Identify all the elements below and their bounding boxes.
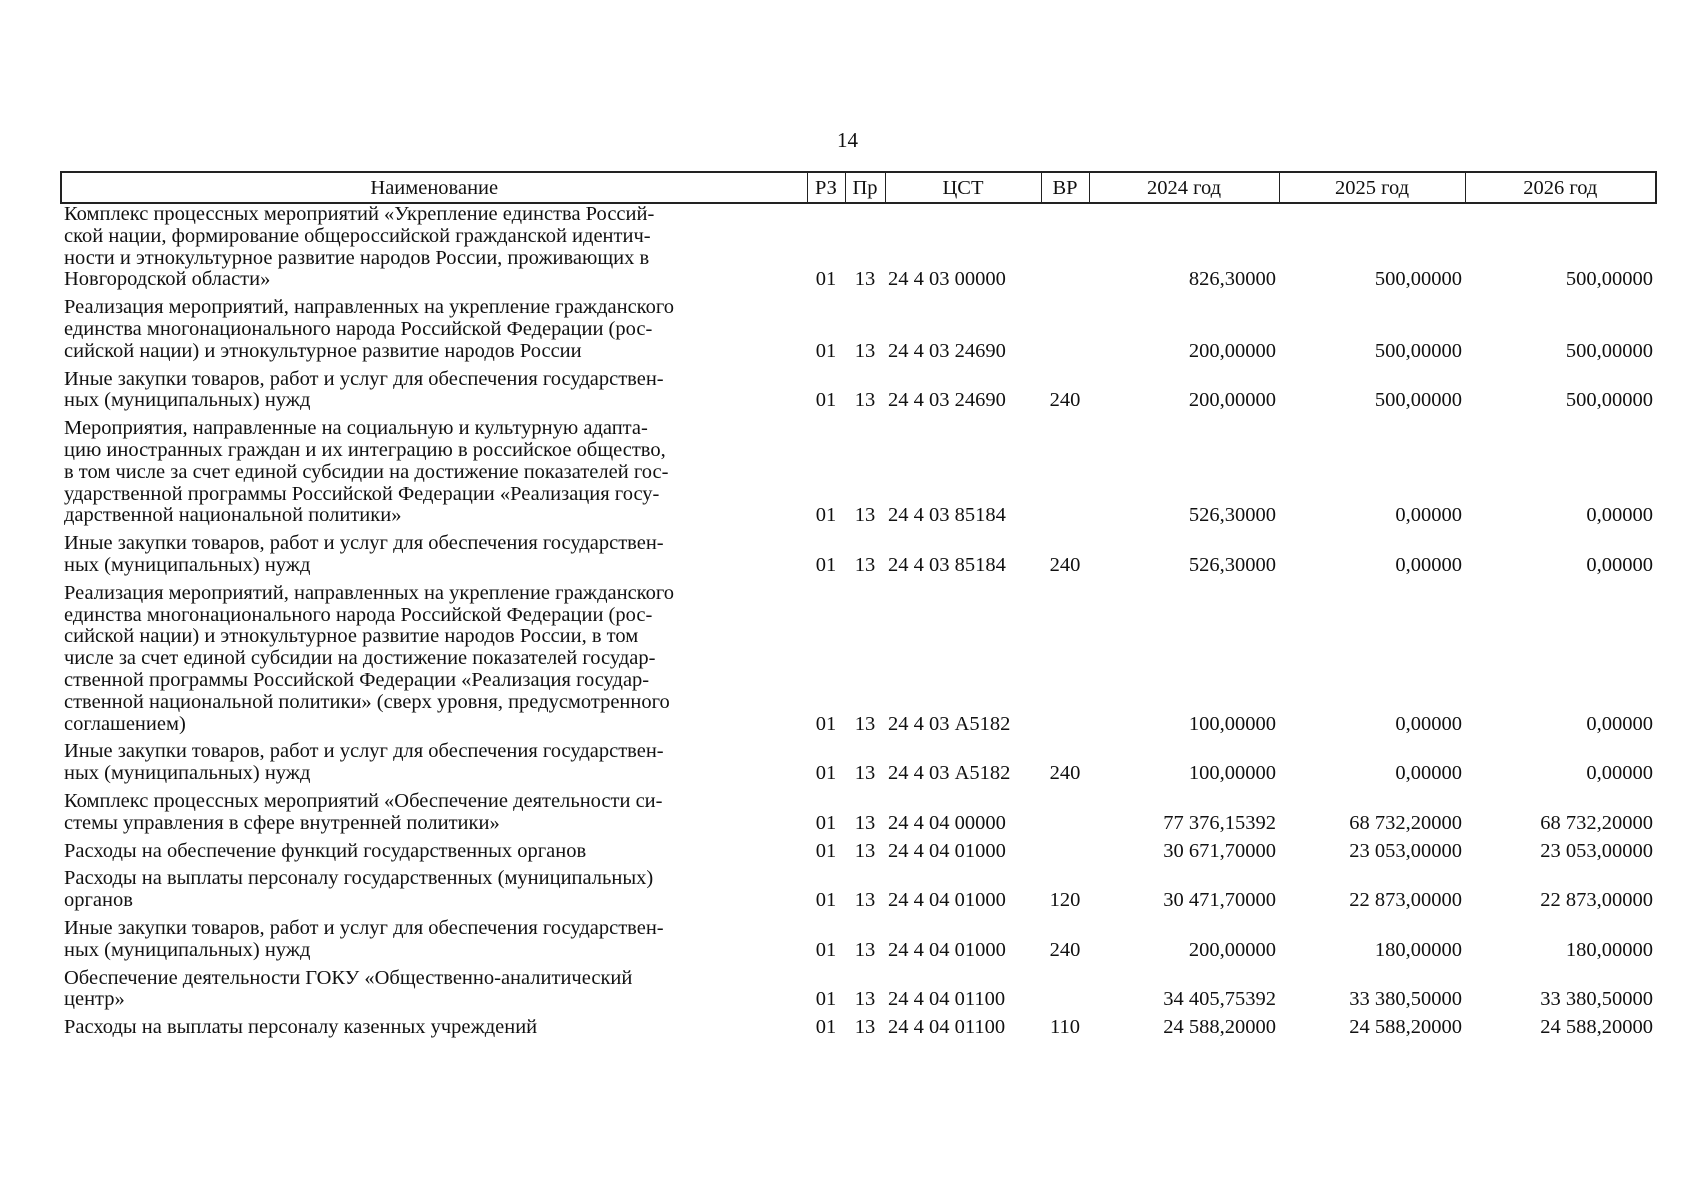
name-line: Обеспечение деятельности ГОКУ «Общественно-аналитический bbox=[64, 966, 633, 989]
cell-name bbox=[61, 741, 807, 791]
name-line: в том числе за счет единой субсидии на достижение показателей гос- bbox=[64, 460, 669, 483]
cell-pr: 13 bbox=[854, 889, 876, 912]
cell-cst: 24 4 04 01000 bbox=[888, 938, 1006, 961]
table-row bbox=[61, 841, 1656, 869]
cell-2025: 33 380,50000 bbox=[1349, 988, 1462, 1011]
cell-2025: 22 873,00000 bbox=[1349, 889, 1462, 912]
name-line: Расходы на выплаты персоналу казенных учреждений bbox=[64, 1016, 538, 1039]
cell-2024: 200,00000 bbox=[1188, 389, 1276, 412]
cell-2026: 0,00000 bbox=[1586, 553, 1653, 576]
cell-cst: 24 4 03 А5182 bbox=[888, 762, 1011, 785]
cell-cst: 24 4 03 24690 bbox=[888, 339, 1006, 362]
cell-name bbox=[61, 1017, 807, 1045]
page-number: 14 bbox=[837, 128, 858, 152]
cell-pr: 13 bbox=[854, 839, 876, 862]
cell-name bbox=[61, 418, 807, 533]
name-line: ных (муниципальных) нужд bbox=[64, 389, 311, 412]
cell-2026: 33 380,50000 bbox=[1540, 988, 1653, 1011]
name-line: числе за счет единой субсидии на достижение показателей государ- bbox=[64, 647, 656, 670]
name-line: Мероприятия, направленные на социальную и культурную адапта- bbox=[64, 417, 648, 440]
name-line: ской нации, формирование общероссийской гражданской идентич- bbox=[64, 224, 651, 247]
cell-name bbox=[61, 791, 807, 841]
cell-cst: 24 4 04 01000 bbox=[888, 839, 1006, 862]
header-2025: 2025 год bbox=[1279, 172, 1465, 203]
cell-vr bbox=[1041, 203, 1089, 297]
cell-2026: 500,00000 bbox=[1565, 268, 1653, 291]
cell-vr: 240 bbox=[1049, 762, 1081, 785]
cell-name bbox=[61, 533, 807, 583]
cell-2024: 24 588,20000 bbox=[1163, 1016, 1276, 1039]
cell-pr: 13 bbox=[854, 504, 876, 527]
name-line: Реализация мероприятий, направленных на укрепление гражданского bbox=[64, 581, 674, 604]
name-line: Расходы на обеспечение функций государственных органов bbox=[64, 839, 587, 862]
header-2024: 2024 год bbox=[1089, 172, 1279, 203]
table-row bbox=[61, 533, 1656, 583]
cell-cst: 24 4 03 24690 bbox=[888, 389, 1006, 412]
cell-2026: 23 053,00000 bbox=[1540, 839, 1653, 862]
header-name: Наименование bbox=[61, 172, 807, 203]
cell-2025: 500,00000 bbox=[1374, 389, 1462, 412]
name-line: ных (муниципальных) нужд bbox=[64, 938, 311, 961]
cell-2025: 0,00000 bbox=[1395, 762, 1462, 785]
header-rz: РЗ bbox=[807, 172, 845, 203]
cell-cst: 24 4 03 85184 bbox=[888, 504, 1006, 527]
cell-2024: 526,30000 bbox=[1188, 504, 1276, 527]
cell-pr: 13 bbox=[854, 762, 876, 785]
cell-cst: 24 4 04 01100 bbox=[888, 988, 1006, 1011]
table-row bbox=[61, 418, 1656, 533]
cell-2026: 22 873,00000 bbox=[1540, 889, 1653, 912]
cell-vr bbox=[1041, 968, 1089, 1018]
cell-vr bbox=[1041, 297, 1089, 368]
cell-rz: 01 bbox=[815, 839, 837, 862]
name-line: ных (муниципальных) нужд bbox=[64, 553, 311, 576]
name-line: единства многонационального народа Российской Федерации (рос- bbox=[64, 603, 653, 626]
cell-name bbox=[61, 583, 807, 742]
name-line: сийской нации) и этнокультурное развитие народов России, в том bbox=[64, 625, 639, 648]
table-row bbox=[61, 297, 1656, 368]
cell-2024: 100,00000 bbox=[1188, 762, 1276, 785]
name-line: Расходы на выплаты персоналу государственных (муниципальных) bbox=[64, 867, 654, 890]
cell-vr: 240 bbox=[1049, 553, 1081, 576]
cell-2024: 30 471,70000 bbox=[1163, 889, 1276, 912]
cell-name bbox=[61, 868, 807, 918]
name-line: органов bbox=[64, 889, 133, 912]
cell-name bbox=[61, 203, 807, 297]
table-row bbox=[61, 369, 1656, 419]
cell-vr bbox=[1041, 418, 1089, 533]
name-line: Комплекс процессных мероприятий «Укрепление единства Россий- bbox=[64, 203, 655, 225]
cell-rz: 01 bbox=[815, 811, 837, 834]
cell-name bbox=[61, 297, 807, 368]
name-line: сийской нации) и этнокультурное развитие народов России bbox=[64, 339, 582, 362]
cell-2025: 68 732,20000 bbox=[1349, 811, 1462, 834]
cell-name bbox=[61, 918, 807, 968]
cell-2025: 500,00000 bbox=[1374, 339, 1462, 362]
cell-rz: 01 bbox=[815, 504, 837, 527]
cell-name bbox=[61, 841, 807, 869]
cell-cst: 24 4 03 85184 bbox=[888, 553, 1006, 576]
cell-2026: 24 588,20000 bbox=[1540, 1016, 1653, 1039]
cell-cst: 24 4 04 00000 bbox=[888, 811, 1006, 834]
cell-2024: 34 405,75392 bbox=[1163, 988, 1276, 1011]
cell-rz: 01 bbox=[815, 268, 837, 291]
cell-rz: 01 bbox=[815, 988, 837, 1011]
cell-2026: 500,00000 bbox=[1565, 339, 1653, 362]
name-line: ственной национальной политики» (сверх уровня, предусмотренного bbox=[64, 690, 670, 713]
cell-rz: 01 bbox=[815, 712, 837, 735]
cell-vr: 240 bbox=[1049, 389, 1081, 412]
name-line: Комплекс процессных мероприятий «Обеспечение деятельности си- bbox=[64, 789, 663, 812]
name-line: единства многонационального народа Российской Федерации (рос- bbox=[64, 317, 653, 340]
cell-name bbox=[61, 968, 807, 1018]
cell-pr: 13 bbox=[854, 712, 876, 735]
cell-2024: 77 376,15392 bbox=[1163, 811, 1276, 834]
cell-2026: 500,00000 bbox=[1565, 389, 1653, 412]
cell-rz: 01 bbox=[815, 1016, 837, 1039]
name-line: цию иностранных граждан и их интеграцию в российское общество, bbox=[64, 438, 666, 461]
cell-rz: 01 bbox=[815, 938, 837, 961]
budget-table bbox=[60, 171, 1657, 1045]
header-cst: ЦСТ bbox=[885, 172, 1041, 203]
cell-vr bbox=[1041, 791, 1089, 841]
cell-2025: 0,00000 bbox=[1395, 504, 1462, 527]
header-vr: ВР bbox=[1041, 172, 1089, 203]
cell-2024: 100,00000 bbox=[1188, 712, 1276, 735]
cell-pr: 13 bbox=[854, 389, 876, 412]
cell-2024: 526,30000 bbox=[1188, 553, 1276, 576]
name-line: Иные закупки товаров, работ и услуг для обеспечения государствен- bbox=[64, 367, 664, 390]
cell-pr: 13 bbox=[854, 938, 876, 961]
cell-vr bbox=[1041, 583, 1089, 742]
cell-vr: 120 bbox=[1049, 889, 1081, 912]
cell-2025: 180,00000 bbox=[1374, 938, 1462, 961]
name-line: соглашением) bbox=[64, 712, 186, 735]
cell-rz: 01 bbox=[815, 339, 837, 362]
cell-2024: 200,00000 bbox=[1188, 339, 1276, 362]
cell-cst: 24 4 04 01000 bbox=[888, 889, 1006, 912]
name-line: дарственной национальной политики» bbox=[64, 504, 402, 527]
header-pr: Пр bbox=[845, 172, 885, 203]
cell-2026: 0,00000 bbox=[1586, 762, 1653, 785]
cell-2025: 24 588,20000 bbox=[1349, 1016, 1462, 1039]
name-line: Иные закупки товаров, работ и услуг для обеспечения государствен- bbox=[64, 740, 664, 763]
cell-pr: 13 bbox=[854, 1016, 876, 1039]
table-row bbox=[61, 741, 1656, 791]
table-row bbox=[61, 791, 1656, 841]
name-line: Реализация мероприятий, направленных на укрепление гражданского bbox=[64, 296, 674, 319]
cell-2025: 0,00000 bbox=[1395, 712, 1462, 735]
name-line: ных (муниципальных) нужд bbox=[64, 762, 311, 785]
name-line: стемы управления в сфере внутренней политики» bbox=[64, 811, 500, 834]
cell-2026: 0,00000 bbox=[1586, 504, 1653, 527]
cell-2026: 180,00000 bbox=[1565, 938, 1653, 961]
name-line: центр» bbox=[64, 988, 125, 1011]
cell-pr: 13 bbox=[854, 553, 876, 576]
cell-rz: 01 bbox=[815, 889, 837, 912]
cell-2026: 0,00000 bbox=[1586, 712, 1653, 735]
cell-pr: 13 bbox=[854, 988, 876, 1011]
cell-rz: 01 bbox=[815, 553, 837, 576]
table-row bbox=[61, 968, 1656, 1018]
table-row bbox=[61, 583, 1656, 742]
cell-2025: 500,00000 bbox=[1374, 268, 1462, 291]
cell-2025: 0,00000 bbox=[1395, 553, 1462, 576]
name-line: ственной программы Российской Федерации «Реализация государ- bbox=[64, 668, 650, 691]
cell-2025: 23 053,00000 bbox=[1349, 839, 1462, 862]
cell-cst: 24 4 04 01100 bbox=[888, 1016, 1006, 1039]
cell-rz: 01 bbox=[815, 389, 837, 412]
cell-vr: 240 bbox=[1049, 938, 1081, 961]
cell-2026: 68 732,20000 bbox=[1540, 811, 1653, 834]
cell-vr bbox=[1041, 841, 1089, 869]
cell-pr: 13 bbox=[854, 268, 876, 291]
cell-2024: 200,00000 bbox=[1188, 938, 1276, 961]
cell-cst: 24 4 03 А5182 bbox=[888, 712, 1011, 735]
cell-cst: 24 4 03 00000 bbox=[888, 268, 1006, 291]
table-row bbox=[61, 203, 1656, 297]
header-row bbox=[61, 172, 1656, 203]
cell-2024: 30 671,70000 bbox=[1163, 839, 1276, 862]
cell-pr: 13 bbox=[854, 339, 876, 362]
name-line: Новгородской области» bbox=[64, 268, 271, 291]
cell-rz: 01 bbox=[815, 762, 837, 785]
cell-2024: 826,30000 bbox=[1188, 268, 1276, 291]
table-row bbox=[61, 1017, 1656, 1045]
table-row bbox=[61, 868, 1656, 918]
name-line: ударственной программы Российской Федерации «Реализация госу- bbox=[64, 482, 660, 505]
name-line: Иные закупки товаров, работ и услуг для обеспечения государствен- bbox=[64, 532, 664, 555]
table-row bbox=[61, 918, 1656, 968]
cell-pr: 13 bbox=[854, 811, 876, 834]
cell-vr: 110 bbox=[1050, 1016, 1080, 1039]
cell-name bbox=[61, 369, 807, 419]
header-2026: 2026 год bbox=[1465, 172, 1656, 203]
name-line: ности и этнокультурное развитие народов России, проживающих в bbox=[64, 246, 650, 269]
table-body bbox=[61, 203, 1656, 1045]
name-line: Иные закупки товаров, работ и услуг для обеспечения государствен- bbox=[64, 916, 664, 939]
